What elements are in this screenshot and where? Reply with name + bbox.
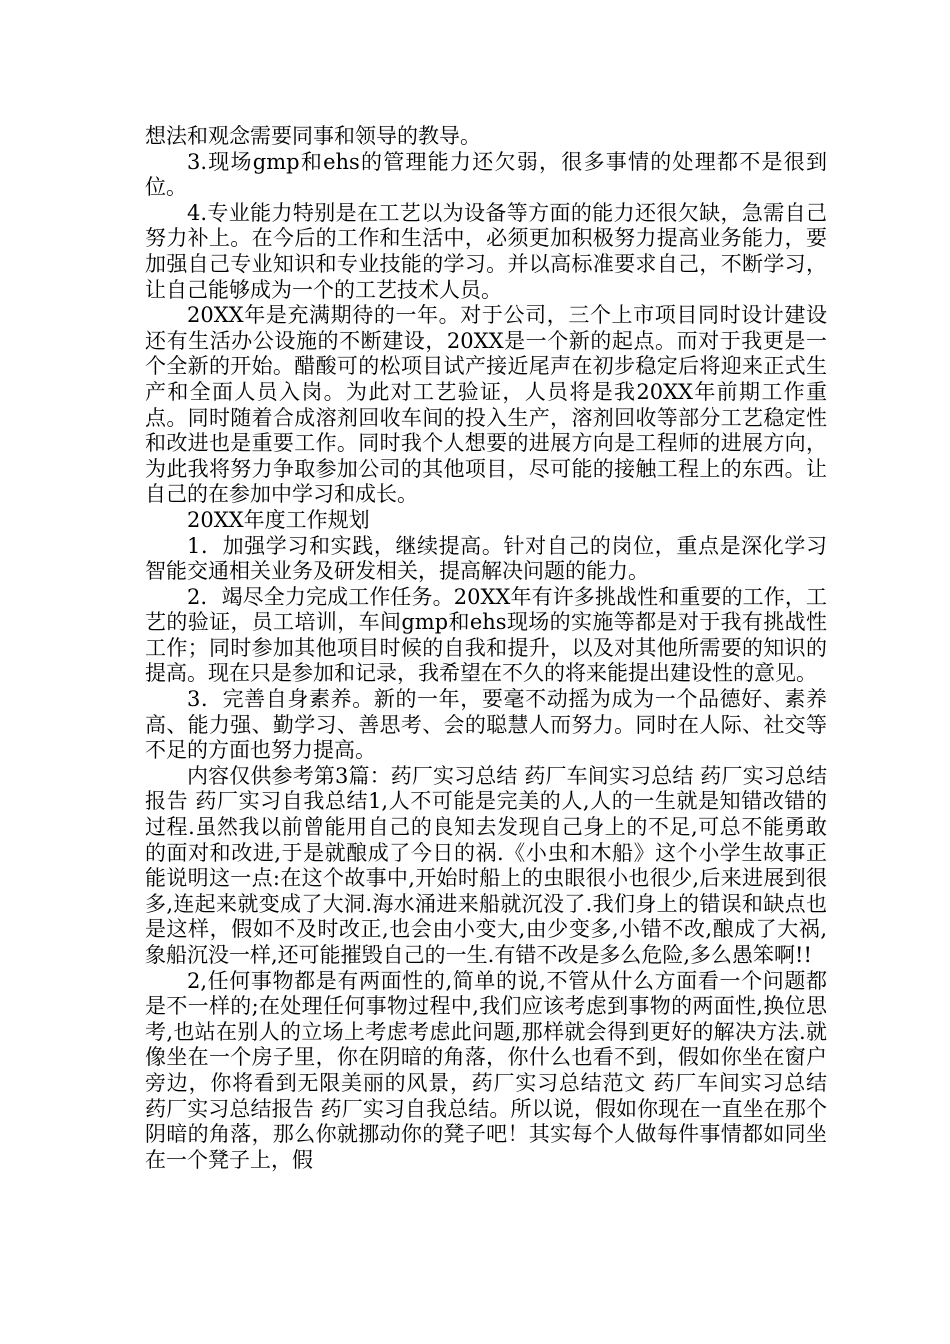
plan-item-3: 3．完善自身素养。新的一年，要毫不动摇为成为一个品德好、素养高、能力强、勤学习、善思考、会的聪慧人而努力。同时在人际、社交等不足的方面也努力提高。 bbox=[145, 687, 827, 763]
paragraph-year-outlook: 20XX年是充满期待的一年。对于公司，三个上市项目同时设计建设还有生活办公设施的不断建设，20XX是一个新的起点。而对于我更是一个全新的开始。醋酸可的松项目试产接近尾声在初步稳定后将迎来正式生产和全面人员入岗。为此对工艺验证，人员将是我20XX年前期工作重点。同时随着合成溶剂回收车间的投入生产，溶剂回收等部分工艺稳定性和改进也是重要工作。同时我个人想要的进展方向是工程师的进展方向，为此我将努力争取参加公司的其他项目，尽可能的接触工程上的东西。让自己的在参加中学习和成长。 bbox=[145, 303, 827, 507]
paragraph-article-3: 内容仅供参考第3篇：药厂实习总结 药厂车间实习总结 药厂实习总结报告 药厂实习自我总结1,人不可能是完美的人,人的一生就是知错改错的过程.虽然我以前曾能用自己的良知去发现自己身上的不足,可总不能勇敢的面对和改进,于是就酿成了今日的祸.《小虫和木船》这个小学生故事正能说明这一点:在这个故事中,开始时船上的虫眼很小也很少,后来进展到很多,连起来就变成了大洞.海水涌进来船就沉没了.我们身上的错误和缺点也是这样，假如不及时改正,也会由小变大,由少变多,小错不改,酿成了大祸,象船沉没一样,还可能摧毁自己的一生.有错不改是多么危险,多么愚笨啊!! bbox=[145, 763, 827, 967]
plan-item-1: 1．加强学习和实践，继续提高。针对自己的岗位，重点是深化学习智能交通相关业务及研发相关，提高解决问题的能力。 bbox=[145, 533, 827, 584]
paragraph-item-3: 3.现场gmp和ehs的管理能力还欠弱，很多事情的处理都不是很到位。 bbox=[145, 149, 827, 200]
plan-item-2: 2．竭尽全力完成工作任务。20XX年有许多挑战性和重要的工作，工艺的验证，员工培训，车间gmp和ehs现场的实施等都是对于我有挑战性工作；同时参加其他项目时候的自我和提升，以及对其他所需要的知识的提高。现在只是参加和记录，我希望在不久的将来能提出建设性的意见。 bbox=[145, 584, 827, 686]
document-body bbox=[145, 124, 827, 1173]
paragraph-two-sides: 2,任何事物都是有两面性的,简单的说,不管从什么方面看一个问题都是不一样的;在处理任何事物过程中,我们应该考虑到事物的两面性,换位思考,也站在别人的立场上考虑考虑此问题,那样就会得到更好的解决方法.就像坐在一个房子里，你在阴暗的角落，你什么也看不到，假如你坐在窗户旁边，你将看到无限美丽的风景，药厂实习总结范文 药厂车间实习总结 药厂实习总结报告 药厂实习自我总结。所以说，假如你现在一直坐在那个阴暗的角落，那么你就挪动你的凳子吧！其实每个人做每件事情都如同坐在一个凳子上，假 bbox=[145, 968, 827, 1172]
section-heading-work-plan: 20XX年度工作规划 bbox=[187, 507, 370, 532]
paragraph-item-4: 4.专业能力特别是在工艺以为设备等方面的能力还很欠缺，急需自己努力补上。在今后的工作和生活中，必须更加积极努力提高业务能力，要加强自己专业知识和专业技能的学习。并以高标准要求自己，不断学习，让自己能够成为一个的工艺技术人员。 bbox=[145, 200, 827, 302]
paragraph-continuation: 想法和观念需要同事和领导的教导。 bbox=[145, 124, 481, 148]
